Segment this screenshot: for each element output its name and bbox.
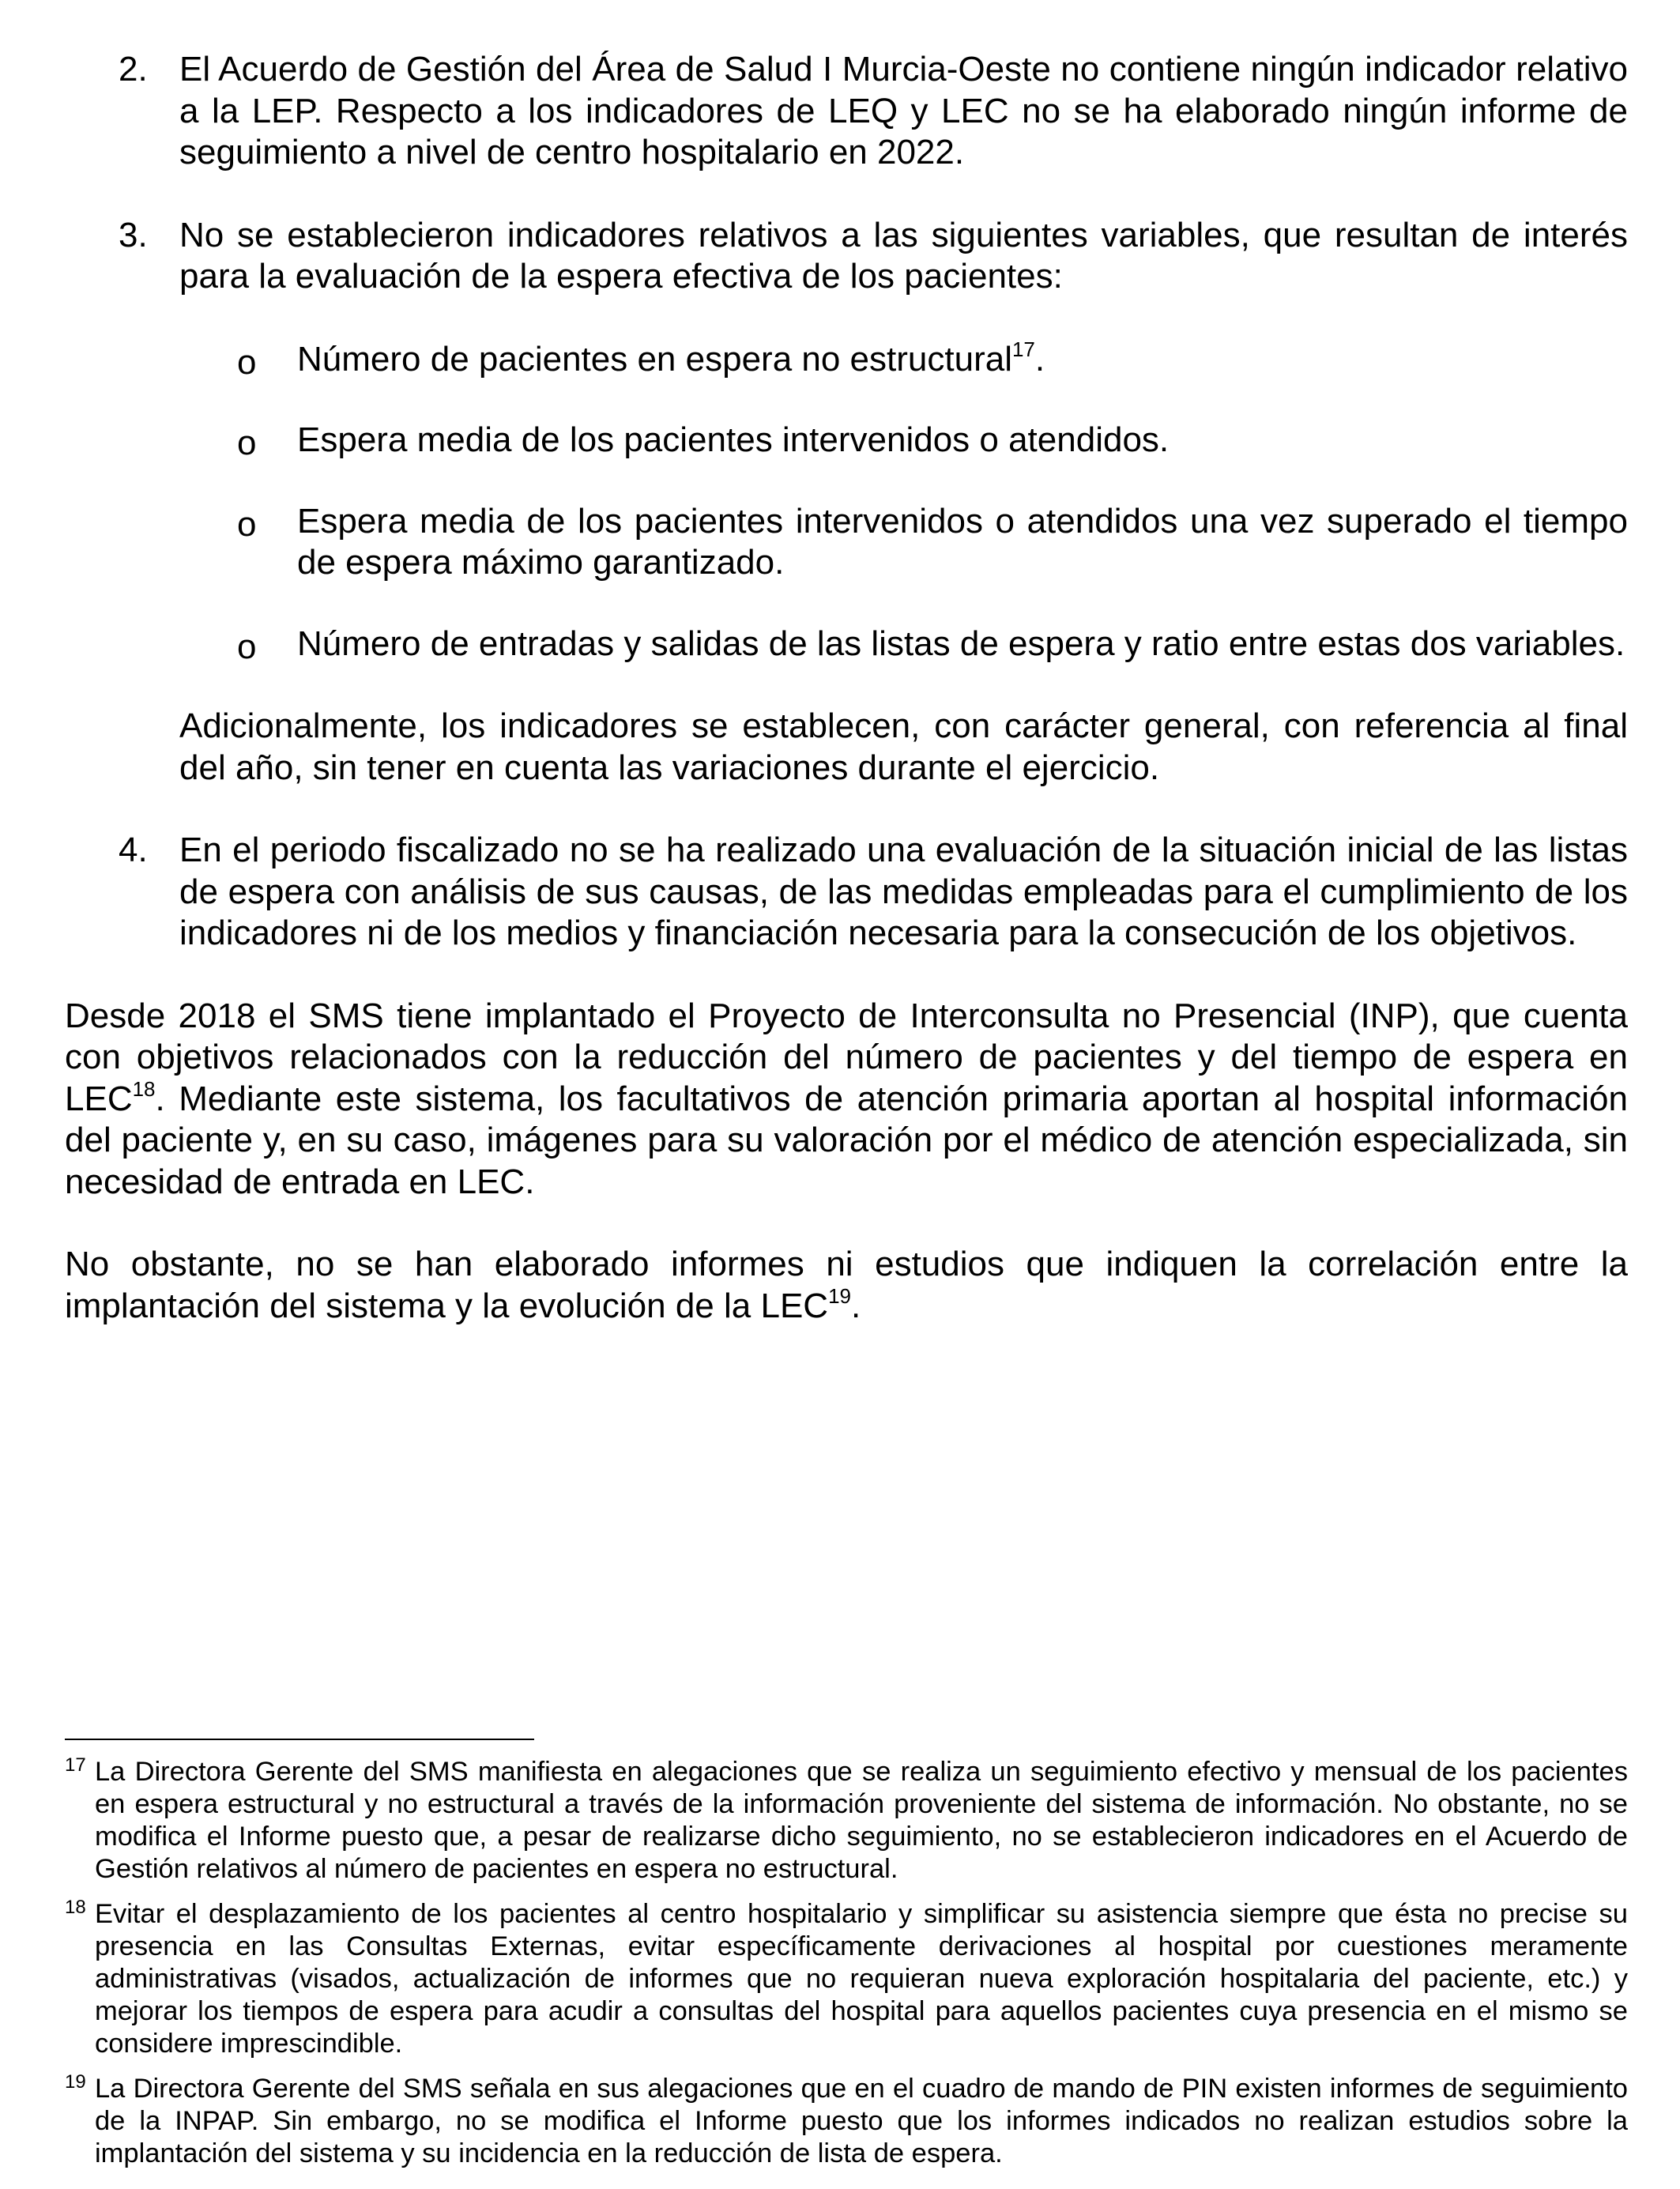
paragraph-text: No obstante, no se han elaborado informes ni estudios que indiquen la correlación entre la implantación del sistema y la evolución de la LEC: [65, 1245, 1628, 1325]
numbered-item-4: [65, 830, 1628, 955]
item-text: No se establecieron indicadores relativos a las siguientes variables, que resultan de interés para la evaluación de la espera efectiva de los pacientes:: [179, 215, 1628, 296]
footnote-ref-18[interactable]: 18: [132, 1076, 156, 1101]
footnote-number: 17: [65, 1754, 86, 1776]
footnote-18: [65, 1898, 1628, 2060]
item-text: El Acuerdo de Gestión del Área de Salud I Murcia-Oeste no contiene ningún indicador relativo a la LEP. Respecto a los indicadores de LEQ y LEC no se ha elaborado ningún informe de seguimiento a nivel de centro hospitalario en 2022.: [179, 50, 1628, 171]
conclusion-paragraph: [65, 1244, 1628, 1327]
list-item: [65, 501, 1628, 584]
paragraph-text: Desde 2018 el SMS tiene implantado el Proyecto de Interconsulta no Presencial (INP), que cuenta con objetivos relacionados con la reducción del número de pacientes y del tiempo de espera en LEC: [65, 996, 1628, 1118]
footnote-text: La Directora Gerente del SMS manifiesta en alegaciones que se realiza un seguimiento efectivo y mensual de los pacientes en espera estructural y no estructural a través de la información proveniente del sistema de información. No obstante, no se modifica el Informe puesto que, a pesar de realizarse dicho seguimiento, no se establecieron indicadores en el Acuerdo de Gestión relativos al número de pacientes en espera no estructural.: [95, 1757, 1628, 1884]
footnote-number: 19: [65, 2071, 86, 2093]
footnote-number: 18: [65, 1897, 86, 1918]
bullet-marker: o: [237, 504, 257, 544]
paragraph-text-cont: . Mediante este sistema, los facultativos de atención primaria aportan al hospital información del paciente y, en su caso, imágenes para su valoración por el médico de atención especializada, sin necesidad de entrada en LEC.: [65, 1079, 1628, 1201]
bullet-marker: o: [237, 342, 257, 382]
footnote-17: [65, 1756, 1628, 1886]
list-item: [65, 624, 1628, 665]
numbered-item-3: [65, 215, 1628, 298]
footnote-19: [65, 2073, 1628, 2170]
item-number: 3.: [119, 215, 148, 254]
item-number: 4.: [119, 831, 148, 869]
list-item: [65, 420, 1628, 462]
inp-paragraph: [65, 996, 1628, 1204]
footnotes-section: [65, 1756, 1628, 2183]
list-item-text: Número de entradas y salidas de las listas de espera y ratio entre estas dos variables.: [297, 624, 1625, 663]
bullet-marker: o: [237, 424, 257, 462]
variables-list: [65, 339, 1628, 665]
list-item: [65, 339, 1628, 381]
footnote-ref-19[interactable]: 19: [828, 1283, 851, 1308]
paragraph-text-cont: .: [851, 1286, 861, 1325]
document-body: [65, 49, 1628, 1368]
item-number: 2.: [119, 50, 148, 89]
footnote-text: Evitar el desplazamiento de los pacientes al centro hospitalario y simplificar su asistencia siempre que ésta no precise su presencia en las Consultas Externas, evitar específicamente derivaciones al hospital por cuestiones meramente administrativas (visados, actualización de informes que no requieran nueva exploración hospitalaria del paciente, etc.) y mejorar los tiempos de espera para acudir a consultas del hospital para aquellos pacientes cuya presencia en el mismo se considere imprescindible.: [95, 1899, 1628, 2059]
footnote-ref-17[interactable]: 17: [1011, 337, 1035, 361]
list-item-text: Espera media de los pacientes intervenidos o atendidos una vez superado el tiempo de espera máximo garantizado.: [297, 501, 1628, 582]
item-text: En el periodo fiscalizado no se ha realizado una evaluación de la situación inicial de las listas de espera con análisis de sus causas, de las medidas empleadas para el cumplimiento de los indicadores ni de los medios y financiación necesaria para la consecución de los objetivos.: [179, 831, 1628, 952]
footnote-text: La Directora Gerente del SMS señala en sus alegaciones que en el cuadro de mando de PIN existen informes de seguimiento de la INPAP. Sin embargo, no se modifica el Informe puesto que los informes indicados no realizan estudios sobre la implantación del sistema y su incidencia en la reducción de lista de espera.: [95, 2074, 1628, 2168]
bullet-marker: o: [237, 627, 257, 666]
footnote-separator: [65, 1739, 534, 1740]
list-item-punct: .: [1034, 339, 1045, 379]
list-item-text: Espera media de los pacientes intervenidos o atendidos.: [297, 420, 1170, 459]
additional-paragraph: Adicionalmente, los indicadores se establecen, con carácter general, con referencia al final del año, sin tener en cuenta las variaciones durante el ejercicio.: [179, 706, 1628, 787]
list-item-text: Número de pacientes en espera no estructural: [297, 339, 1012, 379]
numbered-item-2: [65, 49, 1628, 174]
